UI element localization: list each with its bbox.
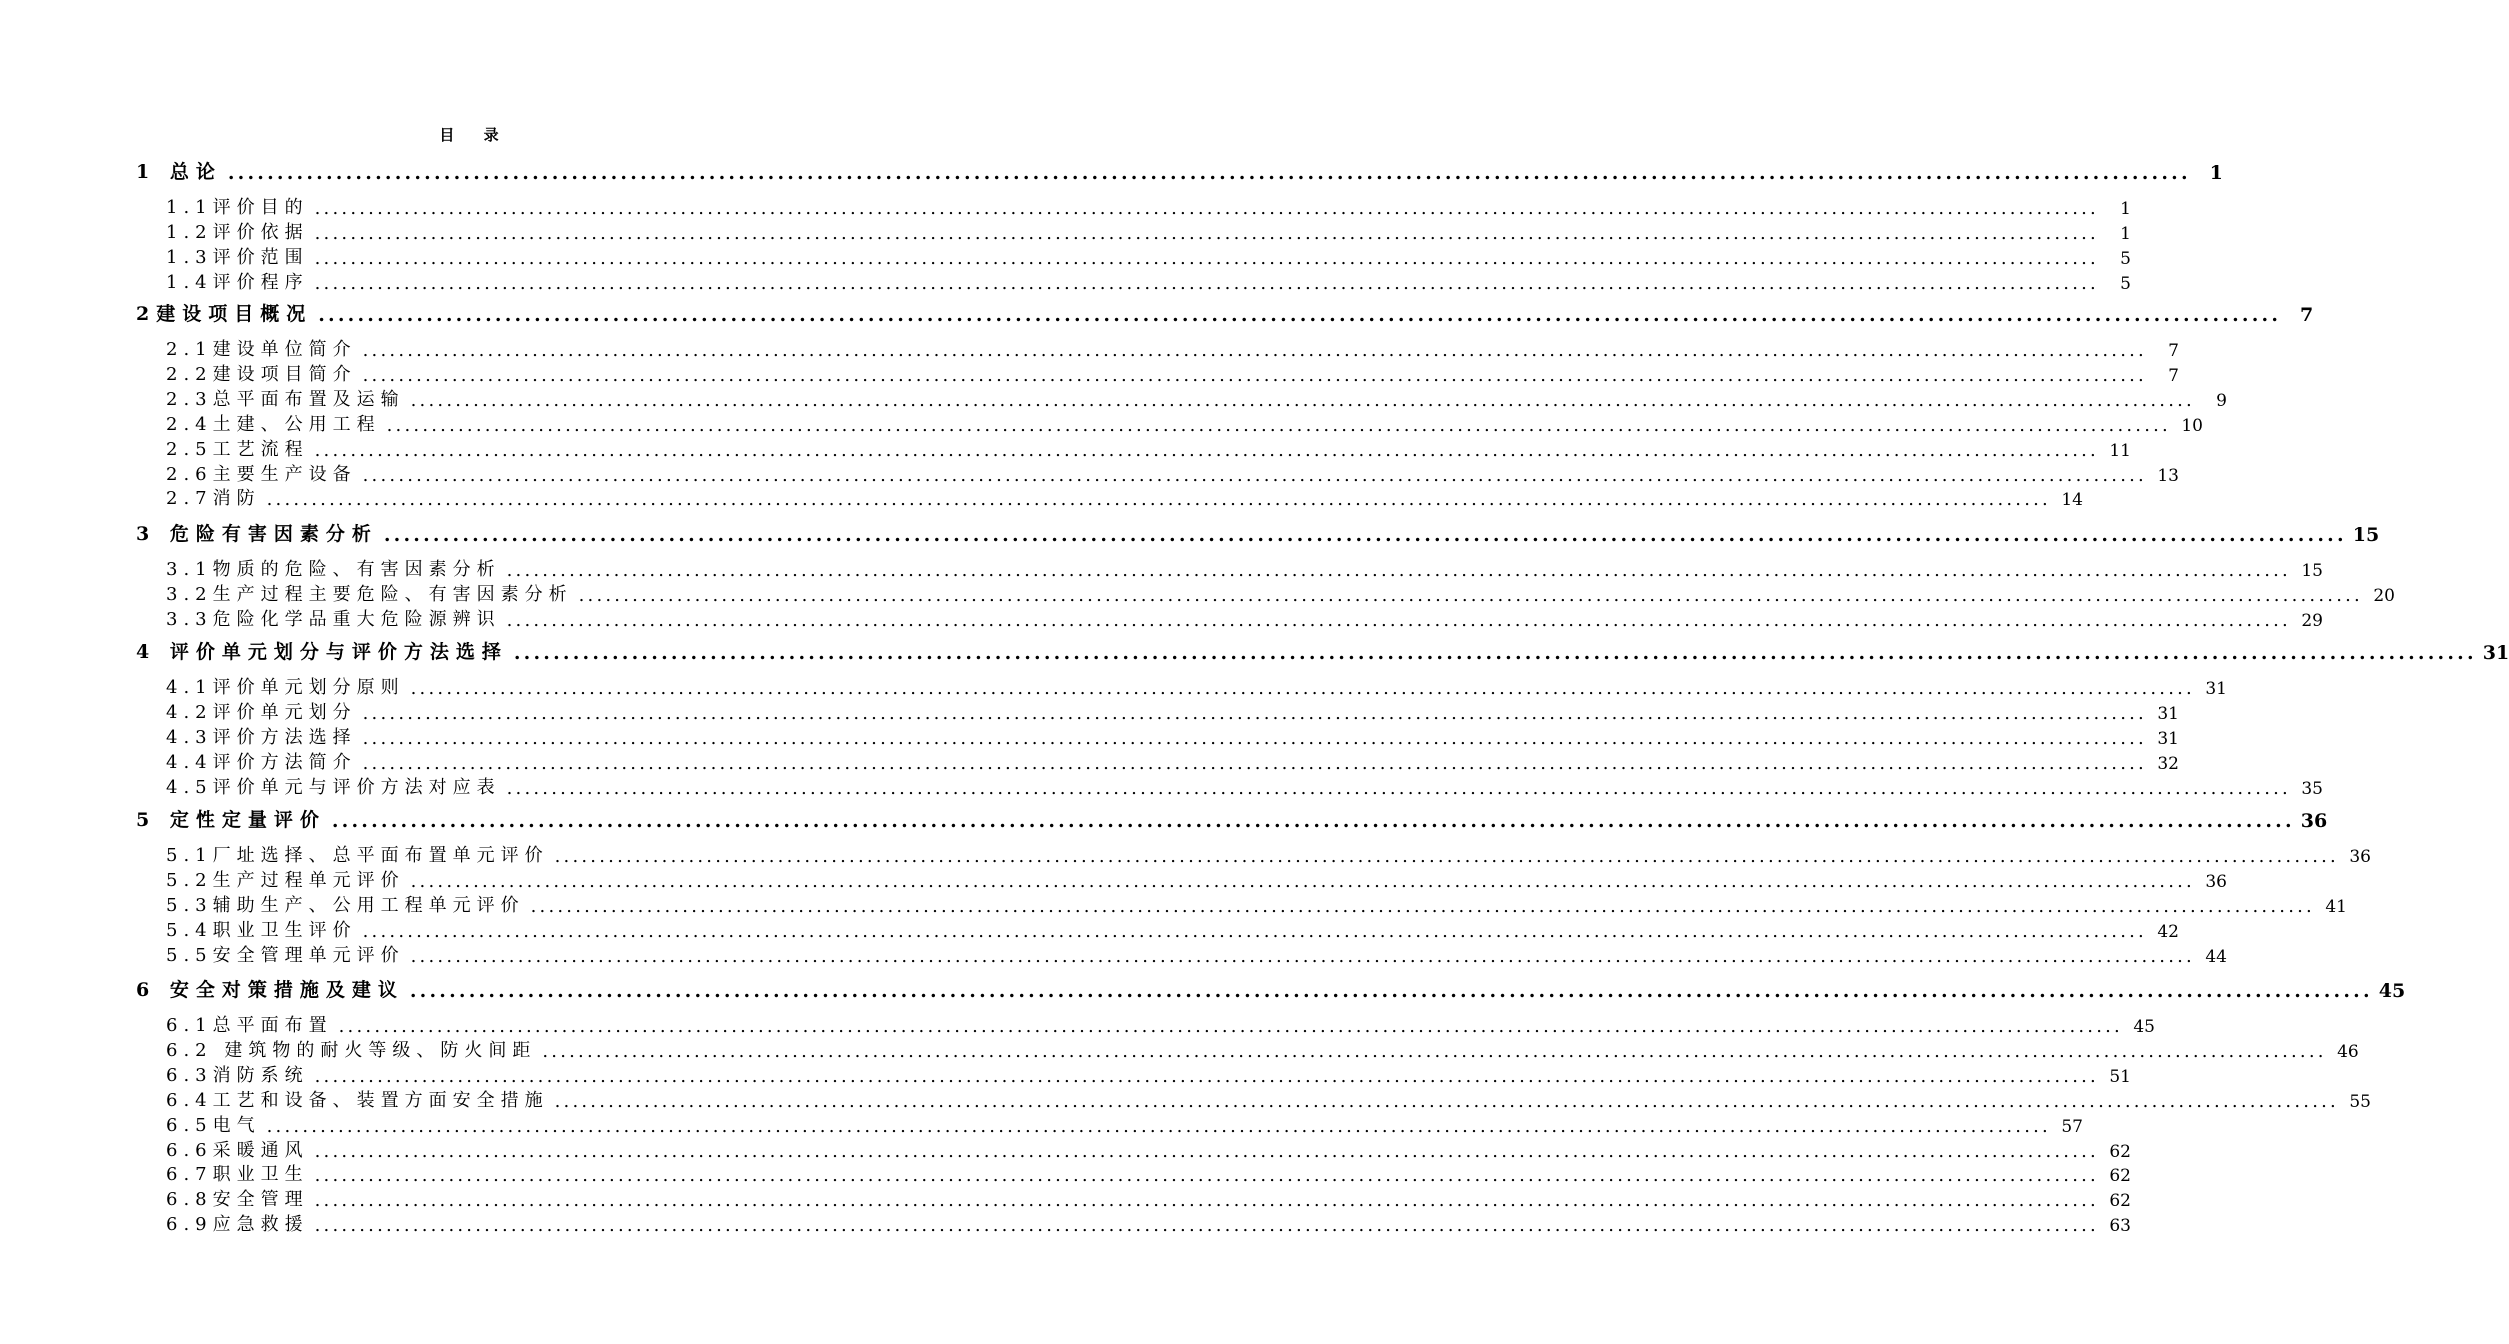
toc-page-number: 32 xyxy=(2157,753,2179,774)
toc-entry-label: 2.1建设单位简介 xyxy=(166,339,357,360)
toc-dot-leader: ........................................................................................................................................................................................................ xyxy=(542,1040,2327,1062)
toc-dot-leader: ........................................................................................................................................................................................................ xyxy=(362,727,2147,749)
toc-page-number: 44 xyxy=(2205,946,2227,967)
toc-entry-label: 3.3危险化学品重大危险源辨识 xyxy=(166,608,501,630)
toc-page-number: 35 xyxy=(2301,778,2323,799)
toc-chapter-entry[interactable] xyxy=(136,520,2380,546)
toc-page-number: 36 xyxy=(2205,871,2227,892)
toc-section-entry[interactable] xyxy=(166,555,2323,581)
toc-section-entry[interactable] xyxy=(166,193,2131,219)
toc-entry-label: 6.8安全管理 xyxy=(166,1189,309,1211)
toc-entry-label: 5.3辅助生产、公用工程单元评价 xyxy=(166,894,525,916)
toc-section-entry[interactable] xyxy=(166,360,2179,386)
toc-section-entry[interactable] xyxy=(166,1136,2131,1162)
toc-dot-leader: ........................................................................................................................................................................................................ xyxy=(410,678,2195,699)
toc-dot-leader: ........................................................................................................................................................................................................ xyxy=(362,920,2147,942)
toc-page-number: 45 xyxy=(2378,980,2406,1002)
toc-section-entry[interactable] xyxy=(166,891,2347,917)
toc-section-entry[interactable] xyxy=(166,748,2179,774)
toc-entry-label: 5.5安全管理单元评价 xyxy=(166,944,405,966)
toc-entry-label: 6.3消防系统 xyxy=(166,1064,309,1086)
toc-entry-label: 6.4工艺和设备、装置方面安全措施 xyxy=(166,1089,549,1111)
toc-section-entry[interactable] xyxy=(166,866,2227,892)
toc-page-number: 42 xyxy=(2157,921,2179,942)
toc-section-entry[interactable] xyxy=(166,1111,2083,1137)
toc-section-entry[interactable] xyxy=(166,1086,2371,1112)
toc-section-entry[interactable] xyxy=(166,773,2323,799)
toc-dot-leader: ........................................................................................................................................................................................................ xyxy=(554,846,2339,867)
toc-dot-leader: ........................................................................................................................................................................................................ xyxy=(266,1115,2051,1137)
toc-entry-label: 4.3评价方法选择 xyxy=(166,726,357,748)
toc-dot-leader: ........................................................................................................................................................................................................ xyxy=(314,439,2099,461)
toc-entry-label: 6.7职业卫生 xyxy=(166,1164,309,1186)
toc-entry-label: 6.6采暖通风 xyxy=(166,1139,309,1161)
toc-page-number: 7 xyxy=(2168,365,2179,386)
toc-dot-leader: ........................................................................................................................................................................................................ xyxy=(314,1165,2099,1187)
toc-page-number: 7 xyxy=(2299,304,2314,326)
toc-page-number: 14 xyxy=(2061,490,2083,511)
toc-section-entry[interactable] xyxy=(166,218,2131,244)
toc-dot-leader: ........................................................................................................................................................................................................ xyxy=(410,389,2195,411)
toc-page-number: 1 xyxy=(2209,162,2223,184)
toc-entry-label: 5.1厂址选择、总平面布置单元评价 xyxy=(166,845,549,866)
toc-dot-leader: ........................................................................................................................................................................................................ xyxy=(314,222,2099,244)
toc-section-entry[interactable] xyxy=(166,605,2323,631)
toc-dot-leader: ........................................................................................................................................................................................................ xyxy=(314,247,2099,269)
toc-dot-leader: ........................................................................................................................................................................................................ xyxy=(386,414,2171,436)
toc-entry-label: 5.4职业卫生评价 xyxy=(166,919,357,941)
toc-section-entry[interactable] xyxy=(166,1011,2155,1037)
toc-entry-label: 4.2评价单元划分 xyxy=(166,701,357,723)
toc-section-entry[interactable] xyxy=(166,385,2227,411)
toc-page-number: 36 xyxy=(2300,810,2328,832)
toc-page-number: 51 xyxy=(2109,1066,2131,1087)
toc-chapter-entry[interactable] xyxy=(136,976,2406,1002)
toc-entry-label: 3 危险有害因素分析 xyxy=(136,523,378,545)
toc-page-number: 15 xyxy=(2352,524,2380,546)
toc-dot-leader: ........................................................................................................................................................................................................ xyxy=(331,810,2295,832)
toc-section-entry[interactable] xyxy=(166,1061,2131,1087)
toc-entry-label: 4.5评价单元与评价方法对应表 xyxy=(166,776,501,798)
toc-dot-leader: ........................................................................................................................................................................................................ xyxy=(314,1140,2099,1162)
toc-section-entry[interactable] xyxy=(166,268,2131,294)
toc-entry-label: 6.5电气 xyxy=(166,1114,261,1136)
toc-entry-label: 2.3总平面布置及运输 xyxy=(166,388,405,410)
toc-page-number: 62 xyxy=(2109,1191,2131,1212)
toc-dot-leader: ........................................................................................................................................................................................................ xyxy=(513,642,2477,664)
toc-page-number: 9 xyxy=(2216,390,2227,411)
toc-section-entry[interactable] xyxy=(166,673,2227,699)
toc-dot-leader: ........................................................................................................................................................................................................ xyxy=(506,560,2291,581)
toc-page-number: 36 xyxy=(2349,847,2371,867)
toc-entry-label: 1.3评价范围 xyxy=(166,246,309,268)
toc-entry-label: 6.2 建筑物的耐火等级、防火间距 xyxy=(166,1039,537,1061)
toc-section-entry[interactable] xyxy=(166,243,2131,269)
toc-dot-leader: ........................................................................................................................................................................................................ xyxy=(554,1090,2339,1112)
toc-entry-label: 2.5工艺流程 xyxy=(166,438,309,460)
toc-entry-label: 3.1物质的危险、有害因素分析 xyxy=(166,559,501,580)
toc-entry-label: 1.2评价依据 xyxy=(166,221,309,243)
toc-section-entry[interactable] xyxy=(166,1036,2359,1062)
toc-section-entry[interactable] xyxy=(166,484,2083,511)
toc-dot-leader: ........................................................................................................................................................................................................ xyxy=(227,162,2191,184)
toc-entry-label: 6.9应急救援 xyxy=(166,1214,309,1236)
toc-page-number: 31 xyxy=(2205,679,2227,699)
toc-section-entry[interactable] xyxy=(166,1210,2131,1237)
toc-entry-label: 6.1总平面布置 xyxy=(166,1015,333,1036)
toc-dot-leader: ........................................................................................................................................................................................................ xyxy=(314,1065,2099,1087)
toc-entry-label: 2.6主要生产设备 xyxy=(166,463,357,485)
toc-section-entry[interactable] xyxy=(166,1185,2131,1212)
toc-dot-leader: ........................................................................................................................................................................................................ xyxy=(506,609,2291,631)
toc-dot-leader: ........................................................................................................................................................................................................ xyxy=(362,364,2147,386)
toc-chapter-entry[interactable] xyxy=(136,638,2509,664)
toc-page-number: 46 xyxy=(2337,1041,2359,1062)
toc-entry-label: 1.1评价目的 xyxy=(166,197,309,218)
toc-dot-leader: ........................................................................................................................................................................................................ xyxy=(362,752,2147,774)
toc-chapter-entry[interactable] xyxy=(136,300,2314,326)
toc-entry-label: 2建设项目概况 xyxy=(136,303,313,325)
toc-entry-label: 1.4评价程序 xyxy=(166,271,309,293)
toc-page-number: 31 xyxy=(2482,642,2509,664)
toc-section-entry[interactable] xyxy=(166,698,2179,724)
toc-page-number: 20 xyxy=(2373,585,2395,606)
toc-title: 目 录 xyxy=(439,126,511,144)
toc-page-number: 1 xyxy=(2120,199,2131,219)
toc-section-entry[interactable] xyxy=(166,941,2227,967)
toc-dot-leader: ........................................................................................................................................................................................................ xyxy=(314,272,2099,294)
toc-dot-leader: ........................................................................................................................................................................................................ xyxy=(362,340,2147,361)
toc-section-entry[interactable] xyxy=(166,841,2371,867)
toc-page-number: 41 xyxy=(2325,896,2347,917)
toc-entry-label: 3.2生产过程主要危险、有害因素分析 xyxy=(166,583,573,605)
toc-chapter-entry[interactable] xyxy=(136,158,2223,184)
toc-page-number: 63 xyxy=(2109,1216,2131,1237)
toc-dot-leader: ........................................................................................................................................................................................................ xyxy=(410,945,2195,967)
toc-entry-label: 5.2生产过程单元评价 xyxy=(166,869,405,891)
toc-dot-leader: ........................................................................................................................................................................................................ xyxy=(410,870,2195,892)
toc-page-number: 10 xyxy=(2181,415,2203,436)
toc-dot-leader: ........................................................................................................................................................................................................ xyxy=(383,524,2347,546)
toc-entry-label: 2.4土建、公用工程 xyxy=(166,413,381,435)
toc-page-number: 62 xyxy=(2109,1141,2131,1162)
toc-page-number: 1 xyxy=(2120,223,2131,244)
toc-entry-label: 4.1评价单元划分原则 xyxy=(166,677,405,698)
toc-entry-label: 1 总论 xyxy=(136,161,222,183)
toc-dot-leader: ........................................................................................................................................................................................................ xyxy=(530,895,2315,917)
toc-page-number: 31 xyxy=(2157,728,2179,749)
toc-page-number: 5 xyxy=(2120,248,2131,269)
toc-section-entry[interactable] xyxy=(166,460,2179,486)
toc-entry-label: 2.7消防 xyxy=(166,488,261,510)
toc-section-entry[interactable] xyxy=(166,1160,2131,1187)
toc-section-entry[interactable] xyxy=(166,435,2131,461)
toc-dot-leader: ........................................................................................................................................................................................................ xyxy=(266,489,2051,511)
toc-dot-leader: ........................................................................................................................................................................................................ xyxy=(338,1016,2123,1037)
toc-dot-leader: ........................................................................................................................................................................................................ xyxy=(362,702,2147,724)
toc-dot-leader: ........................................................................................................................................................................................................ xyxy=(362,464,2147,486)
toc-entry-label: 4.4评价方法简介 xyxy=(166,751,357,773)
toc-section-entry[interactable] xyxy=(166,410,2203,436)
toc-page-number: 45 xyxy=(2133,1017,2155,1037)
toc-dot-leader: ........................................................................................................................................................................................................ xyxy=(314,198,2099,219)
toc-section-entry[interactable] xyxy=(166,723,2179,749)
toc-dot-leader: ........................................................................................................................................................................................................ xyxy=(578,584,2363,606)
toc-page-number: 13 xyxy=(2157,465,2179,486)
toc-page-number: 62 xyxy=(2109,1166,2131,1187)
toc-dot-leader: ........................................................................................................................................................................................................ xyxy=(506,777,2291,799)
toc-page-number: 31 xyxy=(2157,703,2179,724)
toc-chapter-entry[interactable] xyxy=(136,806,2328,832)
toc-page-number: 5 xyxy=(2120,273,2131,294)
toc-entry-label: 4 评价单元划分与评价方法选择 xyxy=(136,641,508,663)
toc-dot-leader: ........................................................................................................................................................................................................ xyxy=(409,980,2373,1002)
toc-page-number: 7 xyxy=(2168,341,2179,361)
toc-page-number: 57 xyxy=(2061,1116,2083,1137)
toc-section-entry[interactable] xyxy=(166,580,2395,606)
toc-page-number: 11 xyxy=(2109,440,2131,461)
toc-dot-leader: ........................................................................................................................................................................................................ xyxy=(318,304,2282,326)
toc-page-number: 15 xyxy=(2301,561,2323,581)
toc-section-entry[interactable] xyxy=(166,335,2179,361)
toc-page-number: 29 xyxy=(2301,610,2323,631)
toc-page-number: 55 xyxy=(2349,1091,2371,1112)
toc-entry-label: 6 安全对策措施及建议 xyxy=(136,979,404,1001)
toc-entry-label: 5 定性定量评价 xyxy=(136,809,326,831)
toc-entry-label: 2.2建设项目简介 xyxy=(166,363,357,385)
toc-dot-leader: ........................................................................................................................................................................................................ xyxy=(314,1215,2099,1237)
toc-dot-leader: ........................................................................................................................................................................................................ xyxy=(314,1190,2099,1212)
toc-section-entry[interactable] xyxy=(166,916,2179,942)
